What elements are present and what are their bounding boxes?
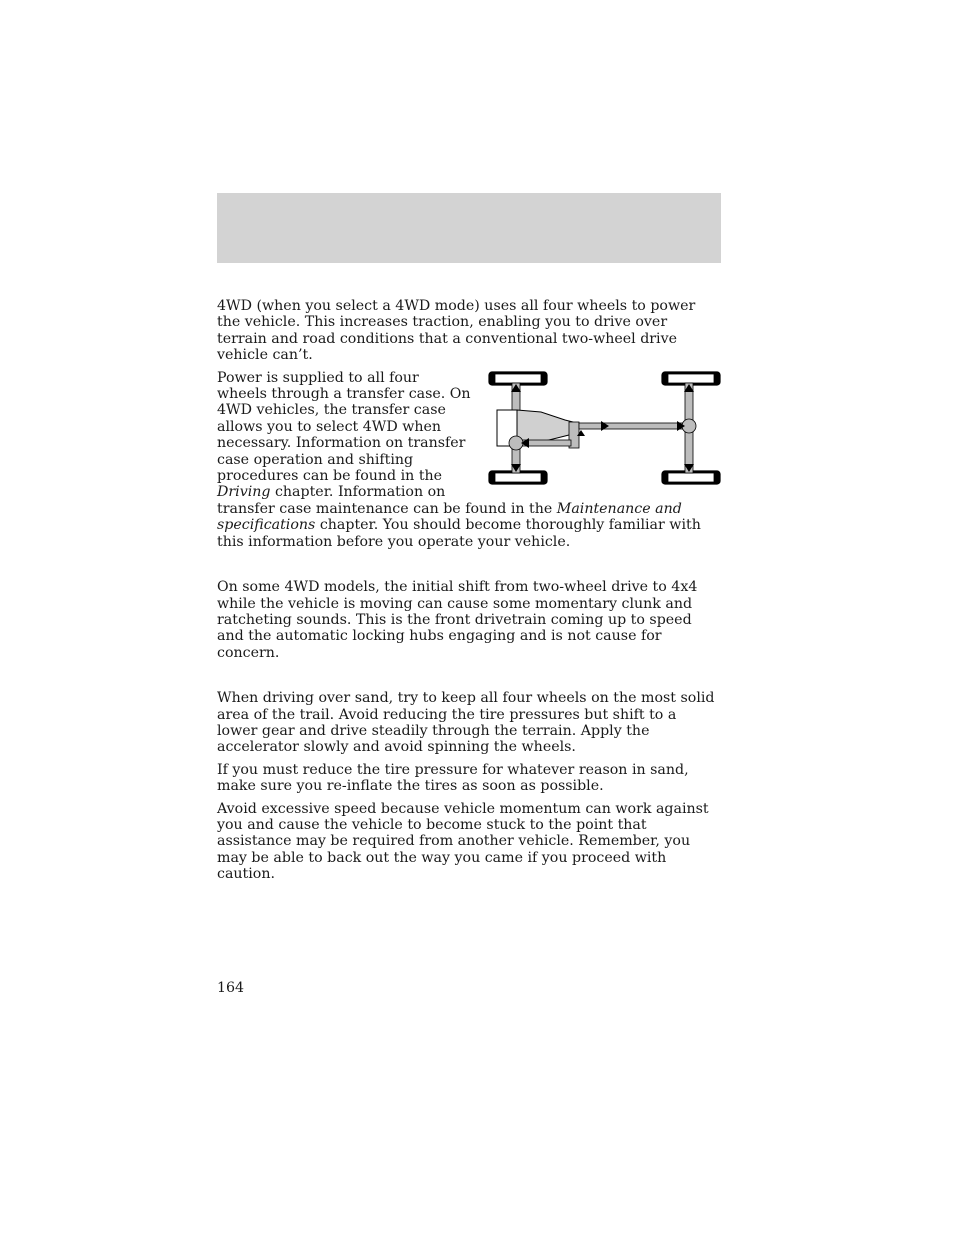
- tire-pressure-paragraph: If you must reduce the tire pressure for whatever reason in sand, make sure you re-inflate the tires as soon as possible.: [217, 761, 689, 795]
- speed-caution-paragraph: Avoid excessive speed because vehicle momentum can work against you and cause the vehicle to become stuck to the point that assistance may be required from another vehicle. Remember, you may be able to back out the way you came if you proceed with caution.: [217, 800, 709, 883]
- page-content: [217, 298, 721, 883]
- shift-noise-paragraph: On some 4WD models, the initial shift from two-wheel drive to 4x4 while the vehicle is moving can cause some momentary clunk and ratcheting sounds. This is the front drivetrain coming up to speed and the automatic locking hubs engaging and is not cause for concern.: [217, 579, 698, 661]
- section-header-band: [217, 193, 721, 263]
- intro-paragraph: 4WD (when you select a 4WD mode) uses all four wheels to power the vehicle. This increases traction, enabling you to drive over terrain and road conditions that a conventional two-wheel drive vehicle can’t.: [217, 298, 696, 364]
- transfer-case-text-c: chapter. You should become thoroughly familiar with this information before you operate your vehicle.: [217, 517, 701, 550]
- sand-driving-paragraph: When driving over sand, try to keep all four wheels on the most solid area of the trail. Avoid reducing the tire pressures but shift to a lower gear and drive steadily through the terrain. Apply the accelerator slowly and avoid spinning the wheels.: [217, 690, 715, 756]
- transfer-case-text-a: Power is supplied to all four wheels through a transfer case. On 4WD vehicles, the transfer case allows you to select 4WD when necessary. Information on transfer case operation and shifting procedures can be found in the: [217, 369, 471, 485]
- transfer-case-text-b: chapter. Information on transfer case maintenance can be found in the: [217, 484, 557, 517]
- drivetrain-diagram: [481, 370, 721, 486]
- driving-chapter-ref: Driving: [217, 484, 271, 501]
- page-number: 164: [217, 980, 245, 996]
- maintenance-chapter-ref: Maintenance and specifications: [217, 500, 682, 534]
